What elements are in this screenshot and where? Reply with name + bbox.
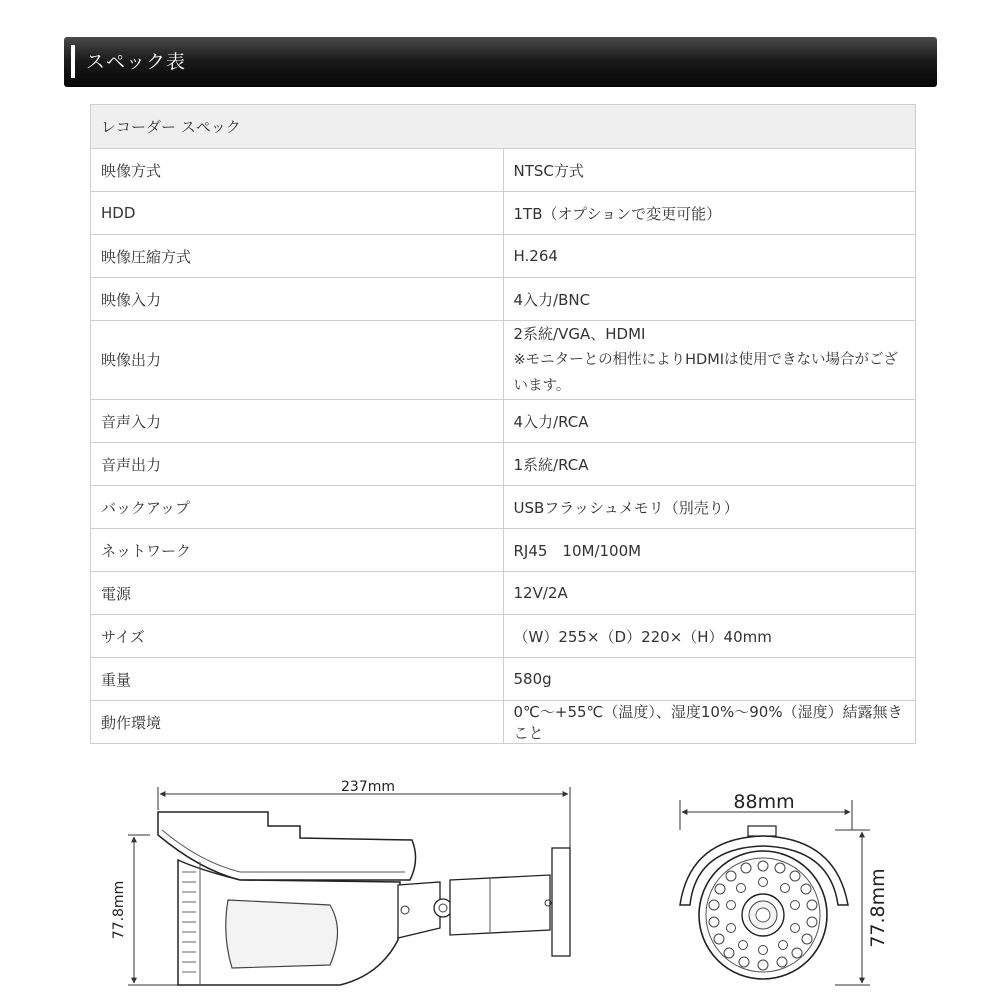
spec-label: サイズ (91, 615, 504, 658)
spec-value: （W）255×（D）220×（H）40mm (503, 615, 916, 658)
spec-value: 4入力/RCA (503, 400, 916, 443)
spec-value: 2系統/VGA、HDMI (513, 325, 646, 343)
spec-label: 重量 (91, 658, 504, 701)
spec-label: ネットワーク (91, 529, 504, 572)
spec-value: 1TB（オプションで変更可能） (503, 192, 916, 235)
camera-side-view (111, 779, 570, 985)
spec-value: USBフラッシュメモリ（別売り） (503, 486, 916, 529)
spec-value: 580g (503, 658, 916, 701)
spec-label: 映像出力 (91, 321, 504, 400)
spec-value: 12V/2A (503, 572, 916, 615)
spec-value: 0℃～+55℃（温度）、湿度10%～90%（湿度）結露無きこと (503, 701, 916, 744)
spec-label: 音声出力 (91, 443, 504, 486)
spec-label: バックアップ (91, 486, 504, 529)
spec-label: 音声入力 (91, 400, 504, 443)
spec-label: 映像方式 (91, 149, 504, 192)
spec-label: 映像圧縮方式 (91, 235, 504, 278)
spec-value: NTSC方式 (503, 149, 916, 192)
spec-label: HDD (91, 192, 504, 235)
spec-value: 4入力/BNC (503, 278, 916, 321)
spec-table-title: レコーダー スペック (91, 105, 916, 149)
spec-value: H.264 (503, 235, 916, 278)
spec-value: RJ45 10M/100M (503, 529, 916, 572)
front-height-label: 77.8mm (867, 868, 889, 948)
front-width-label: 88mm (733, 791, 795, 813)
side-width-label: 237mm (341, 779, 395, 795)
spec-note: ※モニターとの相性によりHDMIは使用できない場合がございます。 (513, 352, 899, 394)
spec-label: 電源 (91, 572, 504, 615)
spec-label: 映像入力 (91, 278, 504, 321)
section-title: スペック表 (86, 51, 187, 73)
spec-label: 動作環境 (91, 701, 504, 744)
camera-front-view (680, 791, 889, 985)
spec-value: 1系統/RCA (503, 443, 916, 486)
side-height-label: 77.8mm (111, 880, 127, 940)
